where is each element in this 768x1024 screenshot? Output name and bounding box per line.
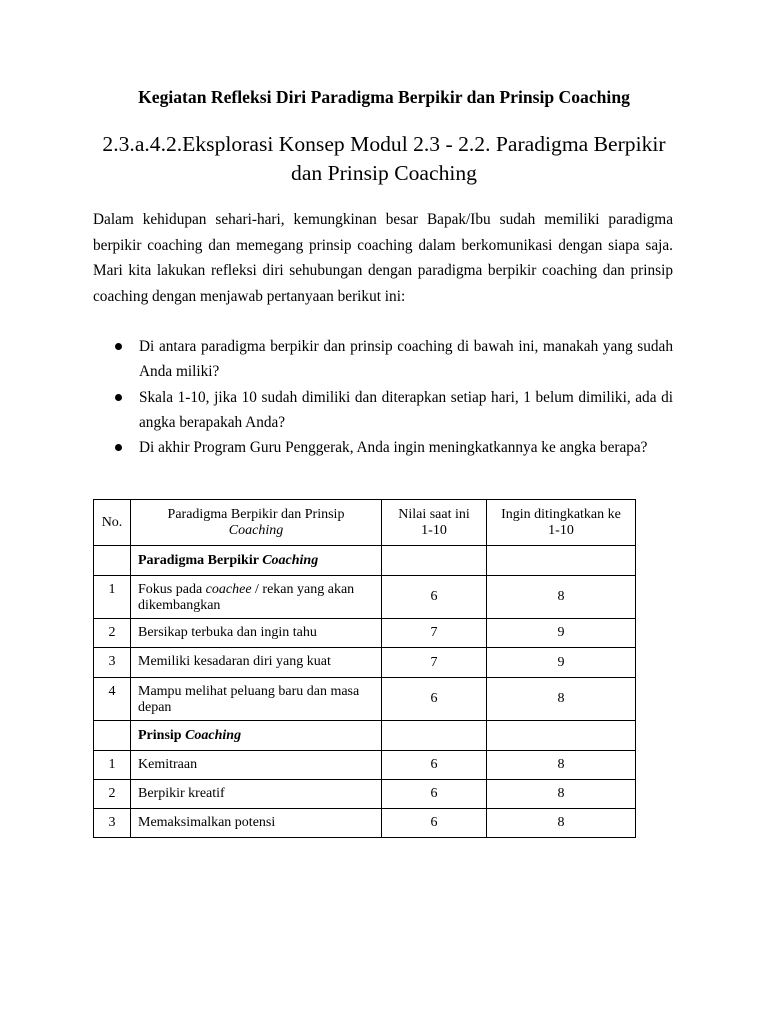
- intro-line: Mari kita lakukan refleksi diri sehubungan dengan paradigma berpikir coaching dan prinsip: [93, 262, 673, 280]
- intro-line: Dalam kehidupan sehari-hari, kemungkinan besar Bapak/Ibu sudah memiliki paradigma: [93, 211, 673, 228]
- row-number: 2: [94, 619, 131, 648]
- header-target-label: Ingin ditingkatkan ke: [501, 506, 621, 522]
- table-row: [94, 619, 636, 648]
- row-number: 1: [94, 576, 131, 619]
- section-no-cell: [94, 546, 131, 576]
- bullet-icon: [115, 444, 122, 451]
- row-number: 3: [94, 809, 131, 838]
- row-target-value: 8: [487, 678, 636, 721]
- row-item: Mampu melihat peluang baru dan masa depan: [131, 678, 382, 721]
- table-row: [94, 678, 636, 721]
- question-list: [93, 334, 673, 460]
- row-current-value: 6: [382, 576, 487, 619]
- row-target-value: 8: [487, 751, 636, 780]
- section-current-cell: [382, 721, 487, 751]
- row-item: Memiliki kesadaran diri yang kuat: [131, 648, 382, 678]
- header-target-cell: [487, 500, 636, 546]
- section-title-emphasis: Coaching: [262, 552, 319, 568]
- row-item: [131, 576, 382, 619]
- header-item-emphasis: Coaching: [228, 522, 284, 538]
- table-row: [94, 751, 636, 780]
- section-title-text: Prinsip: [138, 727, 186, 743]
- section-heading-line: dan Prinsip Coaching: [291, 161, 477, 185]
- table-row: [94, 780, 636, 809]
- section-no-cell: [94, 721, 131, 751]
- table-row: [94, 576, 636, 619]
- question-line: Anda miliki?: [139, 363, 220, 381]
- section-row-paradigma: [94, 546, 636, 576]
- header-current-cell: [382, 500, 487, 546]
- intro-line: berpikir coaching dan memegang prinsip coaching dalam berkomunikasi dengan siapa saja.: [93, 236, 673, 254]
- question-line: Skala 1-10, jika 10 sudah dimiliki dan diterapkan setiap hari, 1 belum dimiliki, ada di: [139, 388, 673, 406]
- section-heading: [0, 130, 768, 188]
- row-number: 1: [94, 751, 131, 780]
- row-current-value: 6: [382, 809, 487, 838]
- bullet-icon: [115, 394, 122, 401]
- question-item: [93, 435, 673, 460]
- header-current-scale: 1-10: [421, 522, 447, 538]
- row-current-value: 7: [382, 648, 487, 678]
- intro-line: coaching dengan menjawab pertanyaan berikut ini:: [93, 288, 406, 306]
- header-item-cell: [131, 500, 382, 546]
- row-item-text: / rekan yang akan dikembangkan: [138, 582, 355, 613]
- header-no-cell: [94, 500, 131, 546]
- row-target-value: 8: [487, 780, 636, 809]
- row-item-emphasis: coachee: [205, 582, 252, 597]
- row-current-value: 6: [382, 780, 487, 809]
- table-row: [94, 648, 636, 678]
- row-target-value: 8: [487, 576, 636, 619]
- section-heading-line: 2.3.a.4.2.Eksplorasi Konsep Modul 2.3 - 2.2. Paradigma Berpikir: [102, 132, 666, 156]
- table-header-row: [94, 500, 636, 546]
- question-line: Di akhir Program Guru Penggerak, Anda ingin meningkatkannya ke angka berapa?: [139, 439, 648, 457]
- intro-paragraph: [93, 207, 673, 310]
- section-title-emphasis: Coaching: [185, 727, 242, 743]
- section-target-cell: [487, 546, 636, 576]
- row-target-value: 9: [487, 648, 636, 678]
- question-line: angka berapakah Anda?: [139, 413, 286, 431]
- header-no-label: No.: [101, 514, 123, 530]
- row-item: Memaksimalkan potensi: [131, 809, 382, 838]
- header-item-label: Paradigma Berpikir dan Prinsip: [167, 506, 345, 522]
- section-row-prinsip: [94, 721, 636, 751]
- section-title-text: Paradigma Berpikir: [138, 552, 263, 568]
- bullet-icon: [115, 343, 122, 350]
- row-item: Kemitraan: [131, 751, 382, 780]
- row-number: 4: [94, 678, 131, 721]
- row-item: Berpikir kreatif: [131, 780, 382, 809]
- question-line: Di antara paradigma berpikir dan prinsip coaching di bawah ini, manakah yang sudah: [139, 338, 673, 355]
- row-current-value: 6: [382, 678, 487, 721]
- section-target-cell: [487, 721, 636, 751]
- section-title: [131, 546, 382, 576]
- section-current-cell: [382, 546, 487, 576]
- row-current-value: 7: [382, 619, 487, 648]
- row-number: 3: [94, 648, 131, 678]
- row-target-value: 8: [487, 809, 636, 838]
- row-item: Bersikap terbuka dan ingin tahu: [131, 619, 382, 648]
- section-title: [131, 721, 382, 751]
- header-target-scale: 1-10: [548, 522, 574, 538]
- document-title: Kegiatan Refleksi Diri Paradigma Berpikir dan Prinsip Coaching: [138, 87, 630, 107]
- row-target-value: 9: [487, 619, 636, 648]
- question-item: [93, 385, 673, 436]
- header-current-label: Nilai saat ini: [398, 506, 470, 522]
- question-item: [93, 334, 673, 385]
- reflection-table: [93, 499, 636, 838]
- row-number: 2: [94, 780, 131, 809]
- row-current-value: 6: [382, 751, 487, 780]
- table-row: [94, 809, 636, 838]
- row-item-text: Fokus pada: [138, 582, 206, 597]
